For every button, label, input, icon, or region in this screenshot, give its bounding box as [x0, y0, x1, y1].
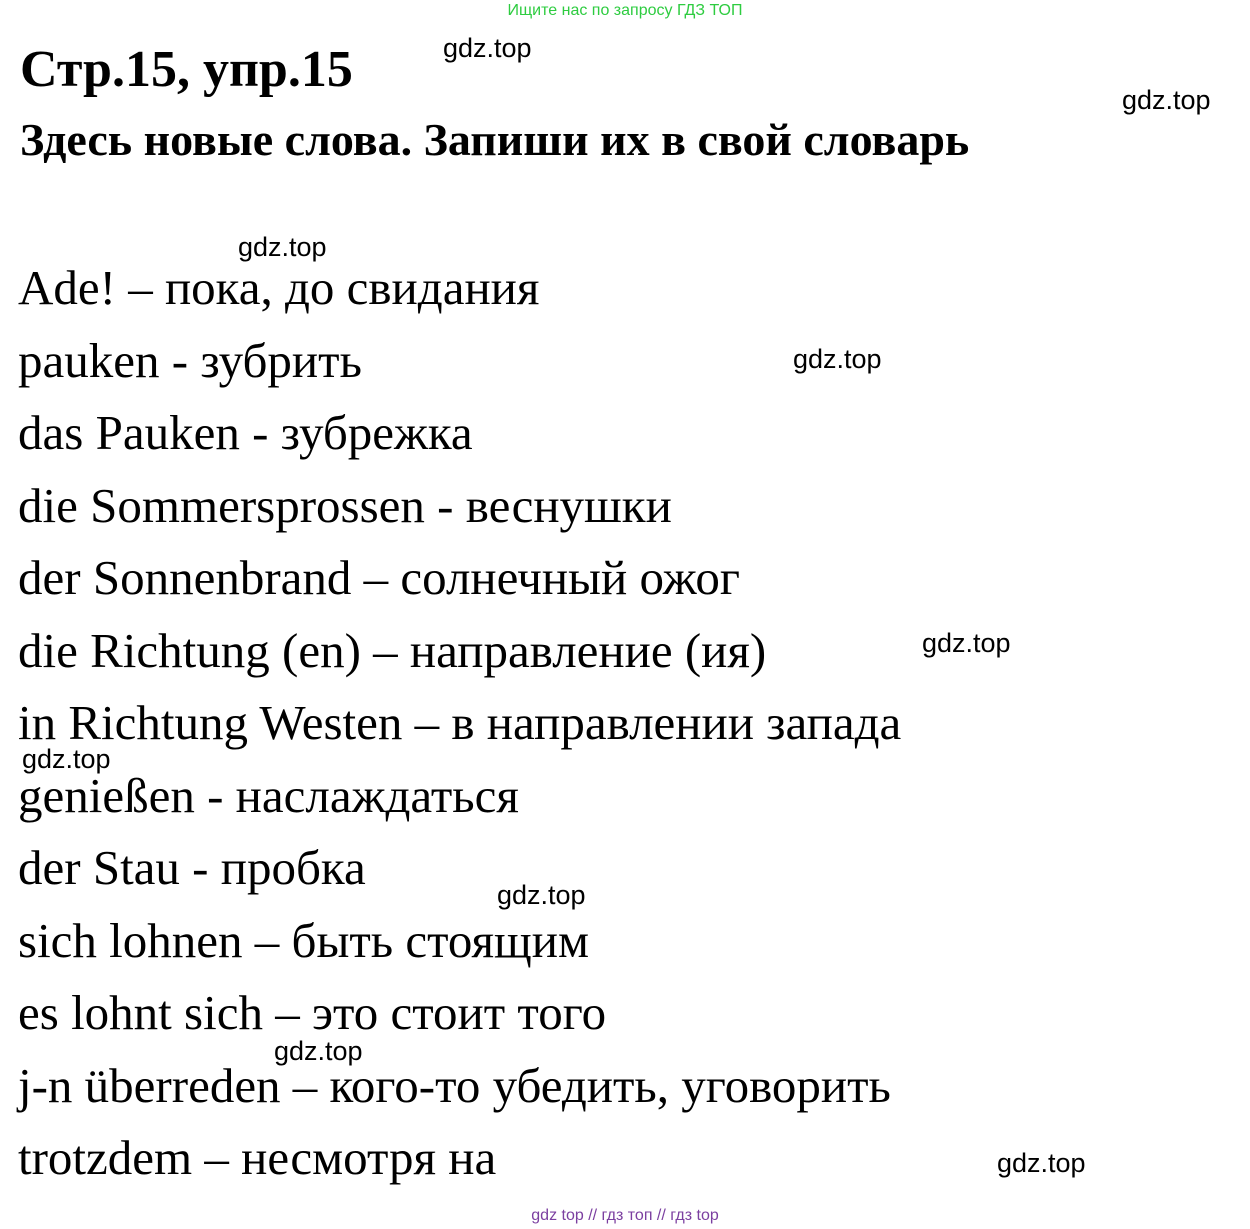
- vocab-entry: in Richtung Westen – в направлении запада: [18, 695, 902, 750]
- watermark: gdz.top: [922, 628, 1011, 658]
- watermark: gdz.top: [443, 33, 532, 63]
- vocab-entry: der Sonnenbrand – солнечный ожог: [18, 550, 740, 605]
- watermark: gdz.top: [238, 232, 327, 262]
- watermark: gdz.top: [274, 1036, 363, 1066]
- watermark: gdz.top: [1122, 85, 1211, 115]
- vocab-entry: der Stau - пробка: [18, 840, 366, 895]
- vocab-entry: sich lohnen – быть стоящим: [18, 912, 589, 968]
- top-banner[interactable]: Ищите нас по запросу ГДЗ ТОП: [507, 2, 743, 19]
- vocab-entry: j-n überreden – кого-то убедить, уговорить: [18, 1057, 891, 1113]
- vocab-entry: das Pauken - зубрежка: [18, 405, 473, 460]
- watermark: gdz.top: [997, 1148, 1086, 1178]
- watermark: gdz.top: [793, 344, 882, 374]
- footer-links[interactable]: gdz top // гдз топ // гдз top: [531, 1207, 719, 1224]
- vocab-entry: genießen - наслаждаться: [18, 767, 519, 823]
- vocab-entry: die Sommersprossen - веснушки: [18, 477, 672, 533]
- vocab-entry: Ade! – пока, до свидания: [18, 260, 540, 315]
- page-title: Стр.15, упр.15: [20, 41, 353, 98]
- vocabulary-list: [18, 252, 901, 1195]
- page-subtitle: Здесь новые слова. Запиши их в свой словарь: [20, 114, 970, 165]
- vocab-entry: es lohnt sich – это стоит того: [18, 985, 607, 1040]
- vocab-entry: trotzdem – несмотря на: [18, 1130, 497, 1185]
- watermark: gdz.top: [22, 744, 111, 774]
- vocab-entry: pauken - зубрить: [18, 332, 362, 388]
- vocab-entry: die Richtung (en) – направление (ия): [18, 622, 767, 678]
- watermark: gdz.top: [497, 880, 586, 910]
